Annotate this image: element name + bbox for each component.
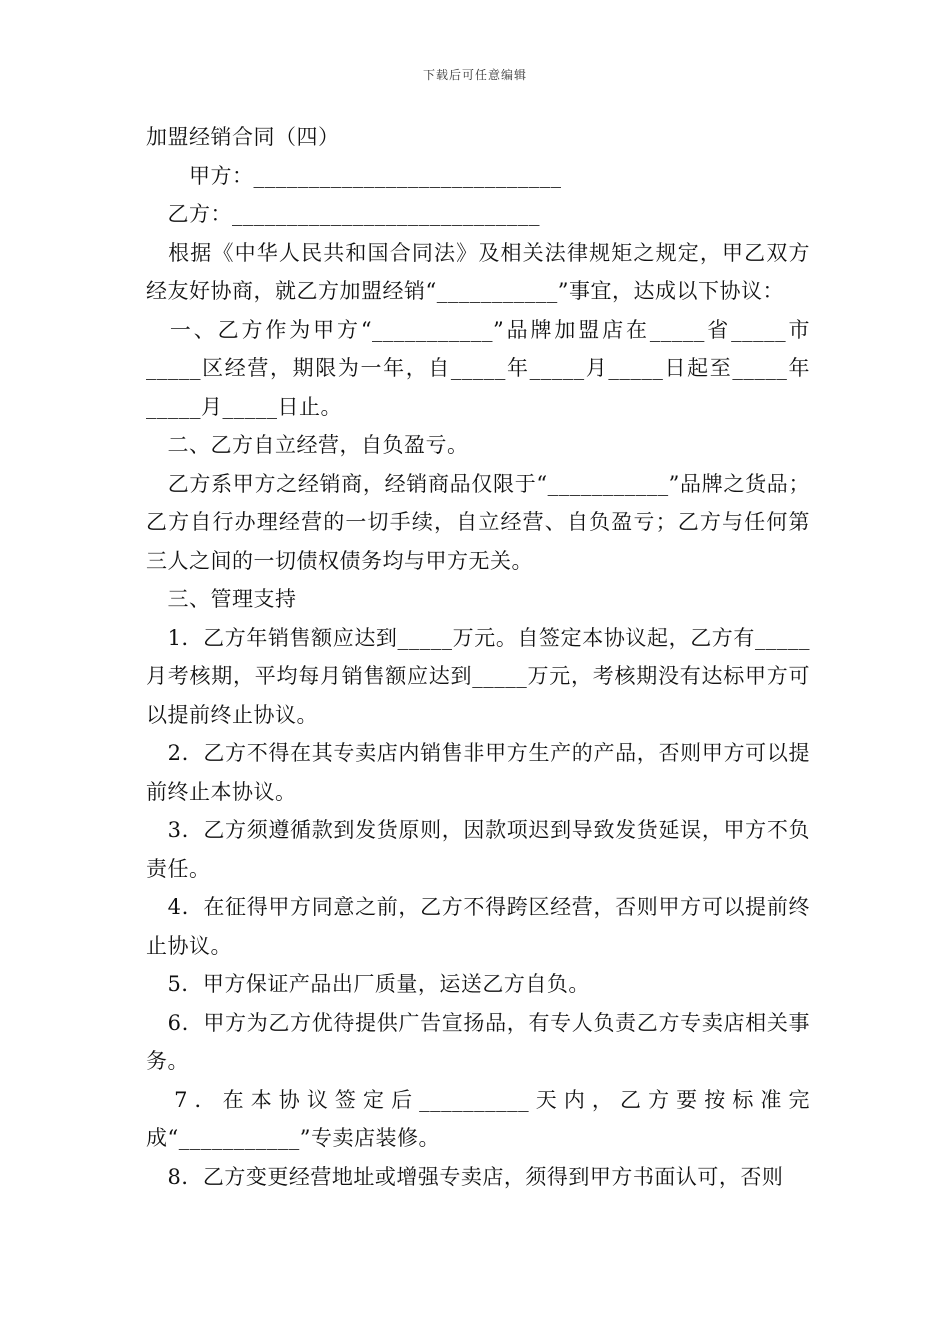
clause-3-item-6: 6．甲方为乙方优待提供广告宣扬品，有专人负责乙方专卖店相关事务。 — [146, 1010, 810, 1073]
document-title: 加盟经销合同（四） — [146, 125, 340, 149]
preamble-paragraph: 根据《中华人民共和国合同法》及相关法律规矩之规定，甲乙双方经友好协商，就乙方加盟经销“___________”事宜，达成以下协议： — [146, 240, 810, 303]
clause-3-item-7: 7．在本协议签定后__________天内，乙方要按标准完成“___________”专卖店装修。 — [146, 1087, 810, 1150]
contract-body — [146, 118, 810, 1196]
clause-3-item-4: 4．在征得甲方同意之前，乙方不得跨区经营，否则甲方可以提前终止协议。 — [146, 895, 810, 958]
clause-3-heading: 三、管理支持 — [146, 587, 297, 611]
clause-2-heading: 二、乙方自立经营，自负盈亏。 — [146, 433, 469, 457]
clause-3-item-1: 1．乙方年销售额应达到_____万元。自签定本协议起，乙方有_____月考核期，平均每月销售额应达到_____万元，考核期没有达标甲方可以提前终止协议。 — [146, 625, 810, 727]
clause-1-paragraph: 一、乙方作为甲方“___________”品牌加盟店在_____省_____市_____区经营，期限为一年，自_____年_____月_____日起至_____年_____月_____日止。 — [146, 317, 810, 419]
clause-3-item-5: 5．甲方保证产品出厂质量，运送乙方自负。 — [146, 972, 590, 996]
party-a-line: 甲方：____________________________ — [146, 163, 562, 188]
party-b-line: 乙方：____________________________ — [146, 202, 540, 226]
clause-3-item-2: 2．乙方不得在其专卖店内销售非甲方生产的产品，否则甲方可以提前终止本协议。 — [146, 741, 810, 804]
clause-3-item-3: 3．乙方须遵循款到发货原则，因款项迟到导致发货延误，甲方不负责任。 — [146, 818, 810, 881]
clause-3-item-8: 8．乙方变更经营地址或增强专卖店，须得到甲方书面认可，否则 — [146, 1164, 784, 1189]
header-note: 下载后可任意编辑 — [422, 68, 527, 82]
clause-2-paragraph: 乙方系甲方之经销商，经销商品仅限于“___________”品牌之货品；乙方自行办理经营的一切手续，自立经营、自负盈亏；乙方与任何第三人之间的一切债权债务均与甲方无关。 — [146, 471, 810, 573]
